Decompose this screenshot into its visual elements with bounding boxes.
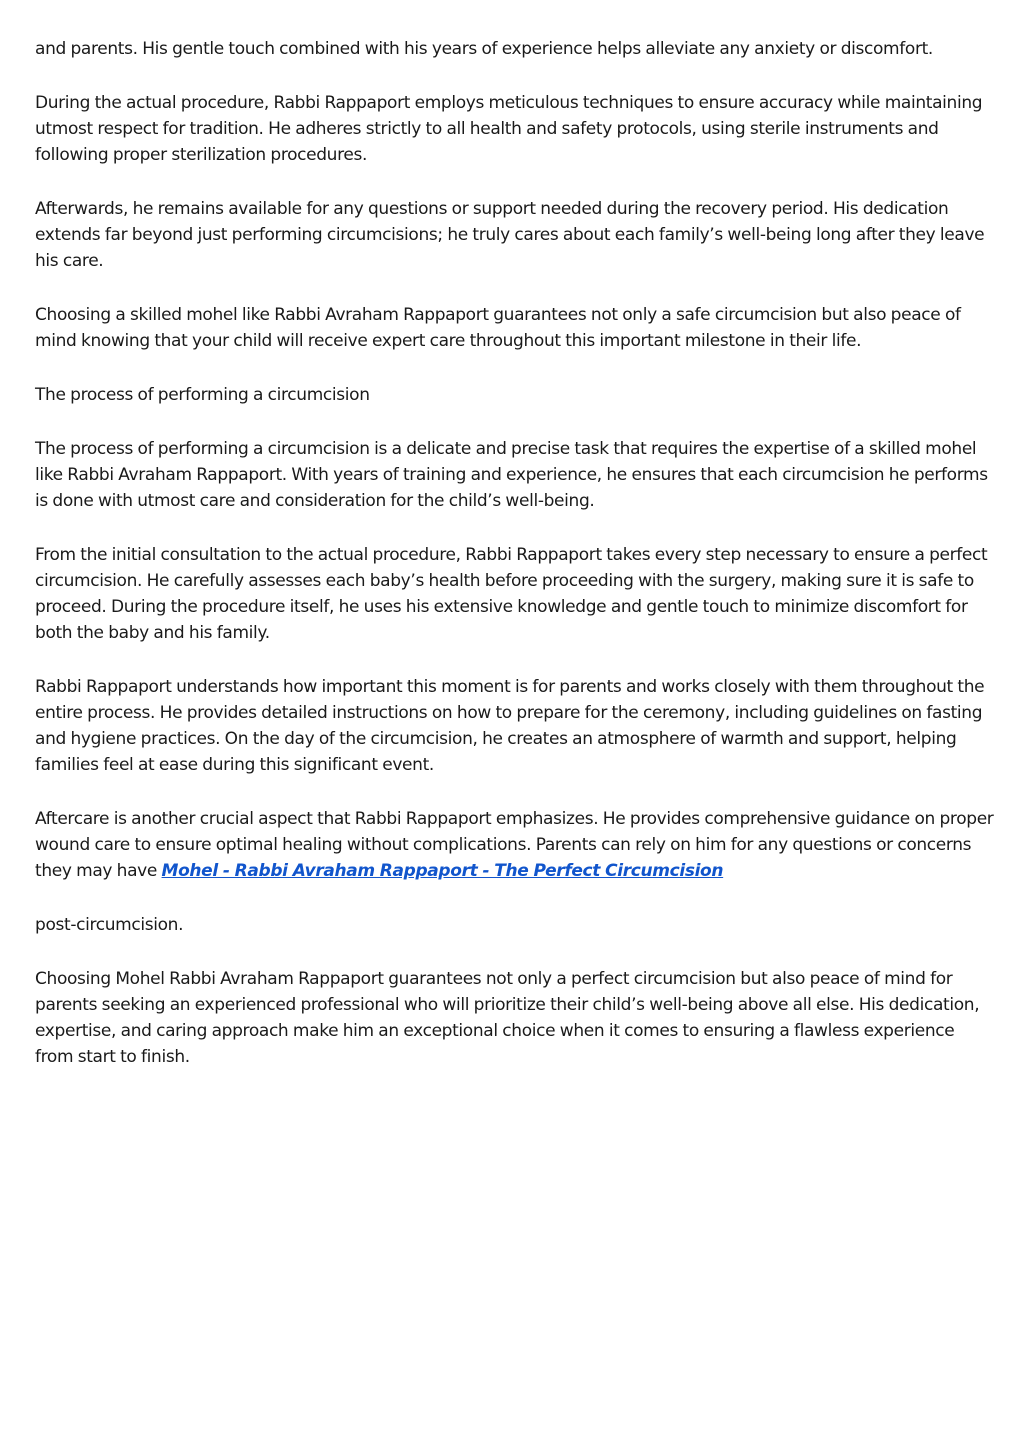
section-heading-process: The process of performing a circumcision: [35, 385, 370, 405]
paragraph-procedure: During the actual procedure, Rabbi Rappaport employs meticulous techniques to ensure accuracy while maintaining utmost respect for tradition. He adheres strictly to all health and safety protocols, using sterile instruments and following proper sterilization procedures.: [35, 93, 983, 165]
paragraph-process-description: The process of performing a circumcision is a delicate and precise task that requires the expertise of a skilled mohel like Rabbi Avraham Rappaport. With years of training and experience, he ensures that each circumcision he performs is done with utmost care and consideration for the child’s well-being.: [35, 439, 988, 511]
paragraph-intro-continuation: and parents. His gentle touch combined with his years of experience helps alleviate any anxiety or discomfort.: [35, 39, 933, 59]
paragraph-parent-guidance: Rabbi Rappaport understands how important this moment is for parents and works closely with them throughout the entire process. He provides detailed instructions on how to prepare for the ceremony, including guidelines on fasting and hygiene practices. On the day of the circumcision, he creates an atmosphere of warmth and support, helping families feel at ease during this significant event.: [35, 677, 985, 775]
paragraph-choosing-skilled-mohel: Choosing a skilled mohel like Rabbi Avraham Rappaport guarantees not only a safe circumcision but also peace of mind knowing that your child will receive expert care throughout this important milestone in their life.: [35, 305, 961, 351]
aftercare-text: Aftercare is another crucial aspect that Rabbi Rappaport emphasizes. He provides comprehensive guidance on proper wound care to ensure optimal healing without complications. Parents can rely on him for any questions or concerns they may have: [35, 809, 994, 881]
paragraph-post-circumcision: post-circumcision.: [35, 915, 184, 935]
mohel-link[interactable]: Mohel - Rabbi Avraham Rappaport - The Perfect Circumcision: [161, 861, 724, 881]
paragraph-aftercare: [35, 806, 995, 884]
paragraph-afterwards: Afterwards, he remains available for any questions or support needed during the recovery period. His dedication extends far beyond just performing circumcisions; he truly cares about each family’s well-being long after they leave his care.: [35, 199, 985, 271]
document-page: [35, 36, 995, 1098]
paragraph-initial-consultation: From the initial consultation to the actual procedure, Rabbi Rappaport takes every step necessary to ensure a perfect circumcision. He carefully assesses each baby’s health before proceeding with the surgery, making sure it is safe to proceed. During the procedure itself, he uses his extensive knowledge and gentle touch to minimize discomfort for both the baby and his family.: [35, 545, 988, 643]
paragraph-closing: Choosing Mohel Rabbi Avraham Rappaport guarantees not only a perfect circumcision but also peace of mind for parents seeking an experienced professional who will prioritize their child’s well-being above all else. His dedication, expertise, and caring approach make him an exceptional choice when it comes to ensuring a flawless experience from start to finish.: [35, 969, 980, 1067]
